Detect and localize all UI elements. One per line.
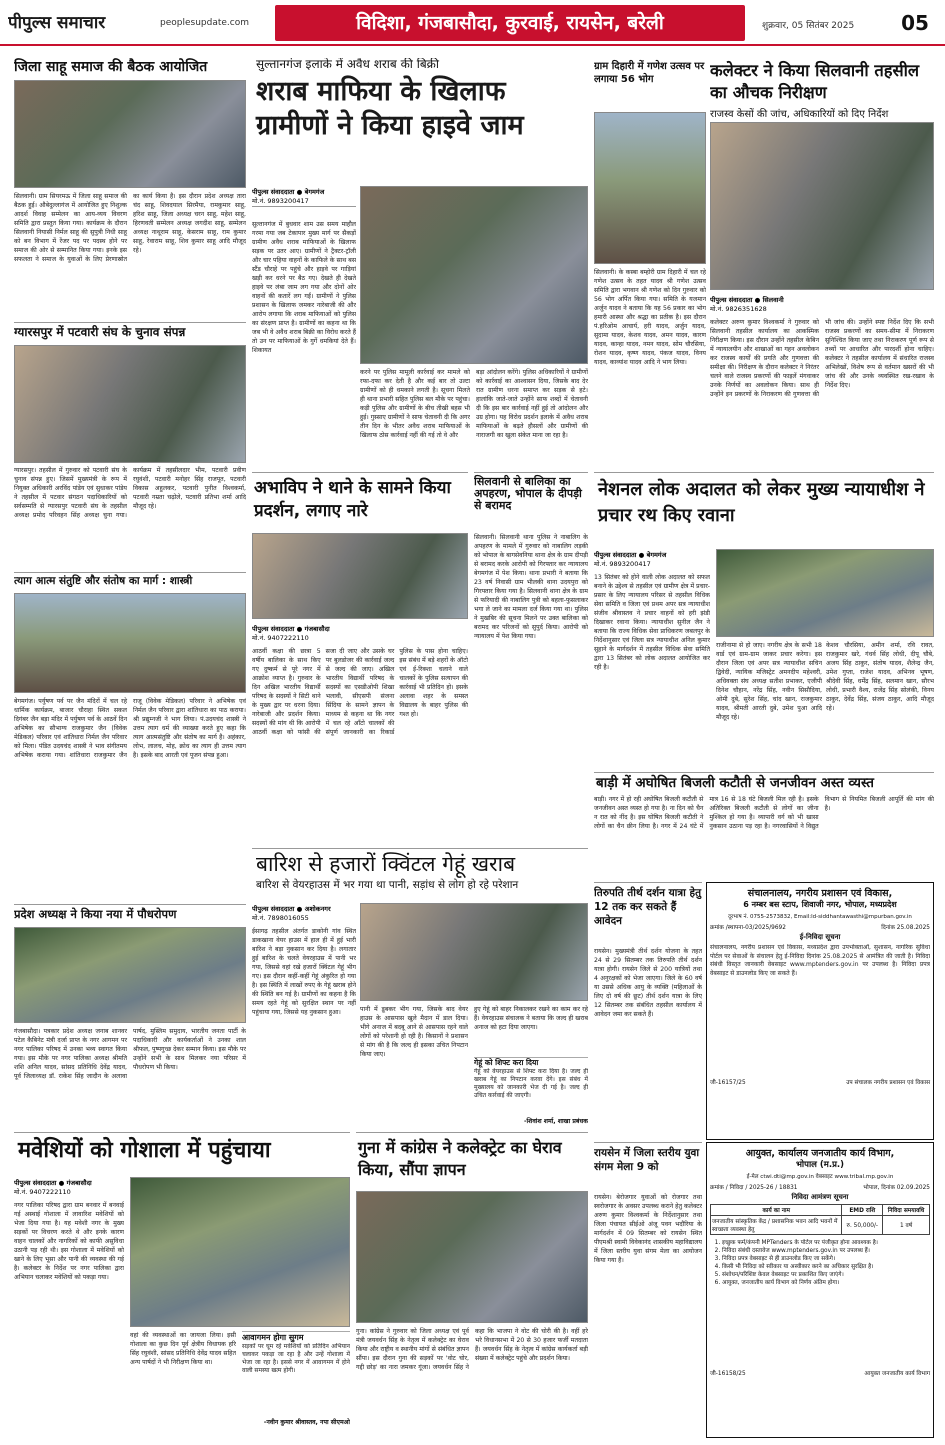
byline-baarish-mobile: मो.नं. 7898016055	[252, 914, 309, 922]
quote-box-mavesh	[242, 1331, 350, 1438]
byline-mavesh-name: पीपुल्स संवाददाता	[14, 1179, 57, 1187]
article-tirupati	[594, 882, 702, 1140]
byline-mavesh-mobile: मो.नं. 9407222110	[14, 1188, 71, 1196]
byline-mavesh: पीपुल्स संवाददाता ● गंजबासौदा मो.नं. 9407222110	[14, 1177, 124, 1197]
byline-lok-place: बेगमगंज	[646, 551, 667, 559]
notice2-heading: निविदा आमंत्रण सूचना	[791, 1193, 849, 1201]
notice2-term: 6. आयुक्त, जनजातीय कार्य विभाग को निर्णय अंतिम होगा।	[722, 1279, 930, 1287]
headline-collector: कलेक्टर ने किया सिलवानी तहसील का औचक निरीक्षण	[710, 61, 920, 103]
byline-abvp: पीपुल्स संवाददाता ● गंजबासौदा मो.नं. 9407222110	[252, 623, 362, 643]
headline-tirupati: तिरुपति तीर्थ दर्शन यात्रा हेतु 12 तक कर सकते हैं आवेदन	[594, 887, 702, 928]
notice1-heading: ई-निविदा सूचना	[799, 933, 841, 941]
notice2-ref: क्रमांक / निविदा / 2025-26 / 18831	[710, 1185, 798, 1191]
notice1-ref: क्रमांक /स्थापना-03/2025/9692	[710, 925, 786, 931]
section-banner: विदिशा, गंजबासौदा, कुरवाई, रायसेन, बरेली	[275, 5, 745, 41]
notice2-table	[710, 1204, 930, 1235]
headline-gyaraspur: ग्यारसपुर में पटवारी संघ के चुनाव संपन्न	[14, 325, 186, 339]
quote-mavesh-text: सड़कों पर घूम रहे मवेशियों को प्रतिदिन अभियान चलाकर पकड़ा जा रहा है और उन्हें गोशाला में भेजा जा रहा है। इससे नगर में आवागमन में होने वाली समस्या खत्म होगी।	[242, 1343, 350, 1374]
notice2-title: आयुक्त, कार्यालय जनजातीय कार्य विभाग,	[745, 1148, 895, 1159]
photo-wet-wheat	[360, 903, 588, 1001]
notice2-col-name: कार्य का नाम	[711, 1205, 842, 1216]
notice1-sign: उप संचालक नगरीय प्रशासन एवं विकास	[846, 1080, 930, 1086]
article-pradesh	[14, 904, 246, 1128]
page-number: 05	[901, 11, 929, 35]
byline-baarish-name: पीपुल्स संवाददाता	[252, 905, 295, 913]
byline-mavesh-place: गंजबासौदा	[66, 1179, 92, 1187]
notice2-addr: भोपाल (म.प्र.)	[795, 1160, 845, 1170]
notice2-term: 3. निविदा प्रपत्र वेबसाइट से ही डाउनलोड किए जा सकेंगे।	[722, 1255, 930, 1263]
headline-mavesh: मवेशियों को गोशाला में पहुंचाया	[18, 1138, 271, 1163]
notice1-phone: दूरभाष नं. 0755-2573832, Email:ld-siddhantawasthi@mpurban.gov.in	[728, 914, 912, 920]
article-bijli	[594, 772, 934, 880]
notice-janjatiya	[706, 1142, 934, 1438]
headline-baarish: बारिश से हजारों क्विंटल गेहूं खराब	[256, 852, 516, 876]
article-dihari	[594, 58, 706, 470]
body-guna: गुना। कांग्रेस ने गुरुवार को जिला अध्यक्ष एवं पूर्व मंत्री जयवर्धन सिंह के नेतृत्व में कलेक्ट्रेट का घेराव किया और राष्ट्रीय व स्थानीय मांगों से संबंधित ज्ञापन सौंपा। इस दौरान गुना की सड़कों पर 'वोट चोर, गद्दी छोड़' का नारा जमकर गूंजा। जयवर्धन सिंह ने कहा कि भाजपा ने वोट की चोरी की है। वहीं हरे भरे विधानसभा में 20 से 30 हजार फर्जी मतदाता हैं। जयवर्धन सिंह के नेतृत्व में कांग्रेस कार्यकर्ता बड़ी संख्या में कलेक्ट्रेट पहुंचे और प्रदर्शन किया।	[356, 1328, 588, 1371]
notice2-col-emd: EMD राशि	[842, 1205, 883, 1216]
notice2-date: भोपाल, दिनांक 02.09.2025	[863, 1185, 930, 1191]
photo-patwari-sangh	[14, 345, 246, 463]
headline-lok-adalat: नेशनल लोक अदालत को लेकर मुख्य न्यायाधीश ने प्रचार रथ किए रवाना	[598, 479, 925, 527]
byline-abvp-mobile: मो.नं. 9407222110	[252, 634, 309, 642]
byline-abvp-place: गंजबासौदा	[304, 625, 330, 633]
issue-date: शुक्रवार, 05 सितंबर 2025	[762, 21, 855, 31]
headline-pradesh: प्रदेश अध्यक्ष ने किया नया में पौधरोपण	[14, 907, 177, 921]
notice1-addr: 6 नम्बर बस स्टाप, शिवाजी नगर, भोपाल, मध्यप्रदेश	[743, 900, 897, 909]
subhead-collector: राजस्व केसों की जांच, अधिकारियों को दिए निर्देश	[710, 108, 889, 120]
byline-baarish: पीपुल्स संवाददाता ● अशोकनगर मो.नं. 7898016055	[252, 903, 356, 923]
body-pradesh: गंजबासौदा। पत्रकार प्रदेश अध्यक्ष जनाब शानवर पटेल कैबिनेट मंत्री दर्जा प्राप्त के नगर आगमन पर नगर पालिका परिषद में उनका भव्य स्वागत किया गया। इस मौके पर नगर पालिका अध्यक्ष श्रीमति शशि अनिल यादव, सांसद प्रतिनिधि देवेंद्र यादव, पूर्व जिलाध्यक्ष डॉ. राकेश सिंह जादौन के अलावा पार्षद, मुस्लिम समुदाय, भारतीय जनता पार्टी के पदाधिकारी और कार्यकर्ताओं ने उनका शाल श्रीफल, पुष्पगुच्छ देकर सम्मान किया। इस मौके पर उन्होंने सभी के साथ मिलकर नया परिसर में पौधरोपण भी किया।	[14, 1028, 246, 1080]
byline-collector-place: सिलवानी	[762, 296, 784, 304]
masthead-url[interactable]: peoplesupdate.com	[160, 18, 249, 28]
headline-bijli: बाड़ी में अघोषित बिजली कटौती से जनजीवन अस्त व्यस्त	[596, 775, 874, 791]
body-tirupati: रायसेन। मुख्यमंत्री तीर्थ दर्शन योजना के तहत 24 से 29 सितम्बर तक तिरुपति तीर्थ दर्शन यात्रा होगी। रायसेन जिले से 200 यात्रियों तथा 4 अनुरक्षकों को भेजा जाएगा। जिले के 60 वर्ष या उससे अधिक आयु के व्यक्ति (महिलाओं के लिए दो वर्ष की छूट) तीर्थ दर्शन यात्रा के लिए 12 सितम्बर तक संबंधित तहसील कार्यालय में आवेदन जमा कर सकते हैं।	[594, 948, 702, 1018]
photo-tehsil-inspection	[710, 122, 934, 290]
body-tyag: बेगमगंज। पर्युषण पर्व पर जैन मंदिरों में चल रहे धार्मिक कार्यक्रम, बाजार चौराहा स्थित सकल दिगंबर जैन बड़ा मंदिर में पर्युषण पर्व के आठवें दिन अभिषेक का सौभाग्य राजकुमार जैन (विवेक मेडिकल) परिवार एवं शांतिधारा निर्मल जैन परिवार को मिला। पंडित उदयचंद शास्त्री ने भाव संगीतमय अभिषेक कराया गया। शांतिधारा राजकुमार जैन राजू (विवेक मेडिकल) परिवार ने अभिषेक एवं निर्मल जैन परिवार द्वारा शांतिधारा का पाठ कराया। श्री प्रद्युम्नजी ने भाग लिया। पं.उदयचंद शास्त्री ने उत्तम त्याग धर्म की व्याख्या करते हुए कहा कि त्याग आत्मसंतुष्टि और संतोष का मार्ग है। अहंकार, लोभ, लालच, मोह, क्रोध का त्याग ही उत्तम त्याग है। इसके बाद आरती एवं पूजन संपन्न हुआ।	[14, 698, 246, 759]
photo-ganesh-bhog	[594, 112, 706, 264]
notice1-date: दिनांक 25.08.2025	[881, 925, 930, 931]
notice2-cell-emd: रु. 50,000/-	[842, 1216, 883, 1235]
masthead	[0, 0, 945, 46]
body-dihari: सिलवानी। के कस्बा बम्होरी ग्राम दिहारी में चल रहे गणेश उत्सव के तहत यादव श्री गणेश उत्सव समिति द्वारा भगवान श्री गणेश को दिन गुरुवार को 56 भोग अर्पित किया गया। समिति के यजमान अर्जुन यादव ने बताया कि यह 56 प्रकार का भोग हमारी आस्था और श्रद्धा का प्रतीक है। इस दौरान पं.हरिओम आचार्य, हरी यादव, अर्जुन यादव, सुदामा यादव, केशव यादव, अमन यादव, कारण यादव, कान्हा यादव, नमन यादव, सोम चौरसिया, रोशन यादव, कृष्ण यादव, पंकज यादव, विनय यादव, काव्यांश यादव आदि ने भाग लिया।	[594, 269, 706, 366]
byline-sharab-name: पीपुल्स संवाददाता	[252, 188, 295, 196]
headline-tyag: त्याग आत्म संतुष्टि और संतोष का मार्ग : शास्त्री	[14, 575, 193, 587]
photo-prachar-rath	[716, 549, 934, 637]
article-yuva	[594, 1142, 702, 1438]
quote-mavesh-sign: -नवीन कुमार श्रीवास्तव, नपा सीएमओ	[263, 1419, 350, 1426]
headline-sharab: शराब माफिया के खिलाफ ग्रामीणों ने किया हाइवे जाम	[256, 76, 524, 141]
quote-baarish-title: गेहूं को शिफ्ट करा दिया	[474, 1058, 539, 1067]
headline-guna: गुना में कांग्रेस ने कलेक्ट्रेट का घेराव किया, सौंपा ज्ञापन	[358, 1138, 562, 1179]
body-sharab-1: सुल्तानगंज में बुधवार शाम उस समय माहौल गरमा गया जब टेकापार मुख्य मार्ग पर सैकड़ों ग्रामीण अवैध शराब माफियाओं के खिलाफ सड़क पर उतर आए। ग्रामीणों ने ट्रैक्टर-ट्रॉली और चार पहिया वाहनों के काफिले के साथ बस स्टैंड चौराहे पर पहुंचे और हाइवे पर गाड़ियां खड़ी कर धरने पर बैठ गए। देखते ही देखते हाइवे पर लंबा जाम लग गया और दोनों ओर वाहनों की कतारें लग गईं। ग्रामीणों ने पुलिस प्रशासन के खिलाफ जमकर नारेबाजी की और आरोप लगाया कि शराब माफियाओं को पुलिस का संरक्षण प्राप्त है। ग्रामीणों का कहना था कि जब भी वे अवैध शराब बिक्री का विरोध करते हैं तो उन पर माफियाओं के गुर्गे धमकियां देते हैं। शिकायत	[252, 221, 356, 354]
kicker-sharab: सुल्तानगंज इलाके में अवैध शराब की बिक्री	[256, 58, 440, 71]
body-bijli: बाड़ी। नगर में हो रही अघोषित बिजली कटौती से जनजीवन अस्त व्यस्त हो गया है। ना दिन को चैन न रात को नींद है। इस घोषित बिजली कटौती ने लोगों का चैन छीन लिया है। नगर में 24 घंटे में मात्र 16 से 18 घंटे बिजली मिल रही है। इसके अतिरिक्त बिजली कटौती से लोगों का जीना मुश्किल हो गया है। व्यापारी वर्ग को भी खासा नुकसान उठाना पड़ रहा है। नगरवासियों ने विद्युत विभाग से नियमित बिजली आपूर्ति की मांग की है।	[594, 796, 934, 830]
notice2-term: 5. संशोधन/परिशिष्ट केवल वेबसाइट पर प्रकाशित किए जाएंगे।	[722, 1271, 930, 1279]
article-baarish	[252, 848, 588, 1130]
body-sahu: सिलवानी। ग्राम सियरमऊ में जिला साहू समाज की बैठक हुई। औबेदुल्लागंज में आयोजित हुए निशुल्क आदर्श विवाह सम्मेलन का आय-व्यय विवरण समिति द्वारा प्रस्तुत किया गया। कार्यक्रम के दौरान सिलवानी नियासी निर्मल साहू की सुपुत्री निधी साहू को बन विभाग में रेंजर पद पर पदस्थ होने पर समाज की ओर से सम्मानित किया गया। इनके इस सफलता ने समाज के युवाओं के लिए प्रेरणास्रोत का कार्य किया है। इस दौरान प्रदेश अध्यक्ष तारा चंद साहू, शिवदयाल सिरमैया, रामकुमार साहू, हरिश साहू, जिला अध्यक्ष चरन साहू, महेश साहू, हिरणवती सम्मेलन अध्यक्ष जगदीश साहू, सम्मेलन अध्यक्ष नाथूराम साहू, केसराम साहू, राम कुमार साहू, रेवाराम साहू, शिव कुमार साहू आदि मौजूद रहे।	[14, 193, 246, 263]
body-mavesh-2: वहां की व्यवस्थाओं का जायजा लिया। इसी गोशाला का कुछ दिन पूर्व क्षेत्रीय विधायक हरि सिंह रघुवंशी, सांसद प्रतिनिधि देवेंद्र यादव सहित अन्य पार्षदों ने भी निरीक्षण किया था।	[130, 1332, 236, 1366]
notice2-term: 2. निविदा संबंधी दस्तावेज www.mptenders.gov.in पर उपलब्ध हैं।	[722, 1247, 930, 1255]
article-collector	[710, 58, 934, 470]
byline-collector: पीपुल्स संवाददाता ● सिलवानी मो.नं. 9826351628	[710, 294, 818, 314]
article-abvp	[252, 472, 468, 844]
body-baarish-3: हुए गेहूं को बाहर निकालकर रखने का काम कर रहे हैं। वेयरहाउस संचालक ने बताया कि जल्द ही खराब अनाज को हटा दिया जाएगा।	[474, 1006, 588, 1031]
photo-plantation	[14, 927, 246, 1023]
byline-sharab-place: बेगमगंज	[304, 188, 325, 196]
body-mavesh: नगर पालिका परिषद द्वारा ग्राम बनवार में बनवाई गई अस्थाई गोशाला में लावारिश मवेशियों को भेजा दिया गया है। यह मवेशी नगर के मुख्य सड़कों पर विचरण करते थे और इनके कारण वाहन चालकों और नागरिकों को काफी असुविधा उठानी पड़ रही थी। इस गोशाला में मवेशियों को खाने के लिए भूसा और पानी की व्यवस्था की गई है। कलेक्टर के निर्देश पर नगर पालिका द्वारा अभियान चलाकर मवेशियों को पकड़ा गया।	[14, 1202, 124, 1281]
notice2-sign: आयुक्त जनजातीय कार्य विभाग	[864, 1371, 930, 1377]
byline-collector-name: पीपुल्स संवाददाता	[710, 296, 753, 304]
quote-mavesh-title: आवागमन होगा सुगम	[242, 1333, 304, 1342]
byline-collector-mobile: मो.नं. 9826351628	[710, 305, 767, 313]
headline-abvp: अभाविप ने थाने के सामने किया प्रदर्शन, लगाए नारे	[254, 478, 451, 521]
body-abvp: आठवीं कक्षा की छात्रा 5 वर्षीय बालिका के साथ किए गए दुष्कर्म से पूरे नगर में आक्रोश व्याप्त है। गुरुवार के दिन अखिल भारतीय विद्यार्थी परिषद के सदस्यों ने सिटी थाने के मुख्य द्वार पर धरना दिया। नारेबाजी और प्रदर्शन किया। सदस्यों की मांग थी कि आरोपी आठवीं कक्षा को फांसी की सजा दी जाए और उसके घर पर बुलडोजर की कार्रवाई जल्द से जल्द की जाए। अखिल भारतीय विद्यार्थी परिषद के सदस्यों का एसडीओपी शिखा भलावी, सीएसपी संजना सिंदिया के सामने ज्ञापन के माध्यम से कहना था कि नगर में चल रहे आँटो चालकों की संपूर्ण जानकारी का रिकार्ड पुलिस के पास होना चाहिए। इस संबंध में बड़े शहरों के ऑटो एवं ई-रिक्शा चलाने वाले चालकों के पुलिस सत्यापन की कार्रवाई भी प्रतिदिन हो। इसके अलावा शहर के समस्त विद्यालय के बाहर पुलिस की गश्त हो।	[252, 648, 468, 736]
body-baarish-1: ईसागढ़ तहसील अंतर्गत डाकोनी गांव स्थित डाकखाना वेयर हाउस में हाल ही में हुई भारी बारिश ने बड़ा नुकसान कर दिया है। लगातार हुई बारिश के चलते वेयरहाउस में पानी भर गया, जिससे वहां रखे हजारों क्विंटल गेहूं भीग गए। इस दौरान कहीं-कहीं गेहूं अंकुरित हो गया है। इस स्थिति में लाखों रुपए के गेहूं खराब होने की स्थिति बन गई है। ग्रामीणों का कहना है कि समय रहते गेहूं को सुरक्षित स्थान पर नहीं पहुंचाया गया, जिससे यह नुकसान हुआ।	[252, 928, 356, 1016]
body-baarish-2: पानी में डूबकर भीग गया, जिसके बाद वेयर हाउस के आसपास खुले मैदान में डाल दिया। भीगे अनाज में बदबू आने से आसपास रहने वाले लोगों को परेशानी हो रही है। किसानों ने प्रशासन से मांग की है कि जल्द ही इसका उचित निपटान किया जाए।	[360, 1006, 468, 1058]
notice2-terms	[710, 1239, 930, 1367]
byline-baarish-place: अशोकनगर	[304, 905, 331, 913]
byline-lok-name: पीपुल्स संवाददाता	[594, 551, 637, 559]
body-lok-1: 13 सितंबर को होने वाली लोक अदालत को सफल बनाने के उद्देश्य से तहसील एवं ग्रामीण क्षेत्र में प्रचार-प्रसार के लिए न्यायालय परिसर से तहसील विधिक सेवा समिति व जिला एवं प्रथम अपर सत्र न्यायाधीश संजीव श्रीवास्तव ने प्रचार वाहनों को हरी झंडी दिखाकर रवाना किया। न्यायाधीश सुनील जैन ने बताया कि राज्य विधिक सेवा प्राधिकरण जबलपुर के निर्देशानुसार एवं जिला सत्र न्यायाधीश अनिल कुमार सुहाने के मार्गदर्शन में तहसील विधिक सेवा समिति द्वारा 13 सितंबर को लोक अदालत आयोजित कर रही है।	[594, 574, 710, 671]
notice2-col-period: निविदा समयावधि	[883, 1205, 930, 1216]
byline-sharab-mobile: मो.नं. 9893200417	[252, 197, 309, 205]
quote-baarish-sign: -शिवांश शर्मा, शाखा प्रबंधक	[523, 1118, 588, 1125]
headline-sahu: जिला साहू समाज की बैठक आयोजित	[14, 59, 208, 75]
quote-box-baarish	[474, 1057, 588, 1130]
body-lok-2: राजीनामा से हो जाए। नगरीय क्षेत्र के सभी 18 वार्ड एवं ग्राम-ग्राम जाकर प्रचार करेगा। इस दौरान जिला एवं अपर सत्र न्यायाधीश सचिन द्विवेदी, न्यायिक मजिस्ट्रेट अमनदीप महेश्वरी, अधिवक्ता संघ अध्यक्ष सतीश प्रभाकर, एजीपी दिनेश चौहान, नरेंद्र सिंह, नवीन सिसौदिया, ओमी दुबे, सुरेश सिंह, चांद खान, राजकुमार यादव, श्रीमती आरती दुबे, उमेश पुआ आदि मौजूद रहे।	[716, 642, 822, 721]
byline-abvp-name: पीपुल्स संवाददाता	[252, 625, 295, 633]
article-girl	[474, 472, 588, 844]
notice2-term: 4. किसी भी निविदा को स्वीकार या अस्वीकार करने का अधिकार सुरक्षित है।	[722, 1263, 930, 1271]
notice1-body: संचालनालय, नगरीय प्रशासन एवं विकास, मध्यप्रदेश द्वारा उपभोक्ताओं, सुशासन, नागरिक सुविधा पोर्टल पर सेवाओं के संचालन हेतु ई-निविदा दिनांक 25.08.2025 से आमंत्रित की जाती है। निविदा संबंधी विस्तृत जानकारी वेबसाइट www.mptenders.gov.in पर उपलब्ध है। निविदा प्रपत्र वेबसाइट से डाउनलोड किए जा सकते हैं।	[710, 944, 930, 977]
notice1-footer: जी-16157/25	[710, 1080, 746, 1086]
photo-abvp-protest	[252, 533, 468, 619]
body-sharab-3: बड़ा आंदोलन करेंगे। पुलिस अधिकारियों ने ग्रामीणों को कार्रवाई का आश्वासन दिया, जिसके बाद देर रात ग्रामीण धरना समाप्त कर सड़क से हटे। हालांकि जाते-जाते उन्होंने साफ शब्दों में चेतावनी दी कि इस बार कार्रवाई नहीं हुई तो आंदोलन और उग्र होगा। यह विरोध प्रदर्शन इलाके में अवैध शराब माफियाओं के बढ़ते हौसलों और ग्रामीणों की नाराजगी का खुला संकेत माना जा रहा है।	[476, 369, 588, 439]
subhead-baarish: बारिश से वेयरहाउस में भर गया था पानी, सड़ांध से लोग हो रहे परेशान	[256, 879, 519, 892]
article-sahu	[14, 58, 246, 320]
masthead-logo: पीपुल्स समाचार	[8, 13, 106, 33]
notice1-title: संचालनालय, नगरीय प्रशासन एवं विकास,	[747, 888, 893, 899]
notice2-email: ई-मेल ctwi.dti@mp.gov.in वेबसाइट www.tribal.mp.gov.in	[746, 1174, 894, 1180]
body-lok-3: केशव चौरसिया, अमीन शर्मा, रवि रावत, राजकुमार खरे, गंधर्व सिंह लोधी, दीपू चौबे, अजय सिंह ठाकुर, संतोष यादव, शैलेन्द्र जैन, उमेश गुप्ता, राजेश यादव, अभिनव भूषण, श्रीदेवी सिंह, धर्मेंद्र सिंह, सलमान खान, सौरभ लोधी, प्रभारी वैश्य, राजेंद्र सिंह सोलंकी, विनय ठाकुर, देवेंद्र सिंह, संजय ठाकुर, आदि मौजूद रहे।	[826, 642, 934, 712]
notice2-cell-period: 1 वर्ष	[883, 1216, 930, 1235]
photo-cattle-gaushala	[130, 1177, 350, 1327]
body-collector: कलेक्टर अरुण कुमार विश्वकर्मा ने गुरुवार को सिलवानी तहसील कार्यालय का आकस्मिक निरीक्षण किया। इस दौरान उन्होंने तहसील केबिन में न्यायालयीन और शाखाओं का गहन अवलोकन कर राजस्व कार्यों की प्रगति और गुणवत्ता की समीक्षा की। निरीक्षण के दौरान कलेक्टर ने निरंतर चलने वाले राजस्व प्रकरणों की फाइलें मंगवाकर उनके निर्णयों का अवलोकन किया। साथ ही उन्होंने इन प्रकरणों के निराकरण की गुणवत्ता की भी जांच की। उन्होंने स्पष्ट निर्देश दिए कि सभी राजस्व प्रकरणों का समय-सीमा में निराकरण सुनिश्चित किया जाए तथा निराकरण पूर्ण रूप से तथ्यों पर आधारित और पारदर्शी होना चाहिए। कलेक्टर ने तहसील कार्यालय में संधारित राजस्व अभिलेखों, विशेष रूप से वर्तमान खसरों की भी जांच की और उनके व्यवस्थित रख-रखाव के निर्देश दिए।	[710, 319, 934, 398]
notice2-cell-name: जनजातीय सांस्कृतिक केंद्र / प्रशासनिक भवन आदि भवनों में स्वच्छता व्यवस्था हेतु	[711, 1216, 842, 1235]
byline-lok-mobile: मो.नं. 9893200417	[594, 560, 651, 568]
article-gyaraspur	[14, 322, 246, 570]
photo-jain-temple	[14, 593, 246, 693]
photo-sahu-meeting	[14, 80, 246, 188]
notice2-footer: जी-16158/25	[710, 1371, 746, 1377]
article-lok-adalat	[594, 472, 934, 770]
quote-baarish-text: गेहूं को वेयरहाउस से शिफ्ट करा दिया है। जल्द ही खराब गेहूं का निपटान करवा देंगे। इस संबंध में मुख्यालय को जानकारी भेज दी गई है। जल्द ही उचित कार्रवाई की जाएगी।	[474, 1068, 588, 1099]
headline-girl: सिलवानी से बालिका का अपहरण, भोपाल के दीपड़ी से बरामद	[474, 475, 582, 513]
photo-highway-jam	[360, 186, 588, 364]
notice2-term: 1. इच्छुक फर्म/कंपनी MPTenders के पोर्टल पर पंजीकृत होना आवश्यक है।	[722, 1239, 930, 1247]
notice-nagariya	[706, 882, 934, 1140]
body-sharab-2: करने पर पुलिस मामूली कार्रवाई कर मामले को रफा-दफा कर देती है और कई बार तो उल्टा ग्रामीणों को ही धमकाने लगती है। सूचना मिलते ही थाना प्रभारी सहित पुलिस बल मौके पर पहुंचा। कड़ी पुलिस और ग्रामीणों के बीच तीखी बहस भी हुई। गुस्साए ग्रामीणों ने साफ चेतावनी दी कि अगर तीन दिन के भीतर अवैध शराब माफियाओं के खिलाफ ठोस कार्रवाई नहीं की गई तो वे और	[360, 369, 470, 439]
byline-sharab: पीपुल्स संवाददाता ● बेगमगंज मो.नं. 9893200417	[252, 186, 356, 216]
body-yuva: रायसेन। बेरोजगार युवाओं को रोजगार तथा स्वरोजगार के अवसर उपलब्ध कराने हेतु कलेक्टर अरुण कुमार विश्वकर्मा के निर्देशानुसार तथा जिला पंचायत सीईओ अंजू पवन भदौरिया के मार्गदर्शन में 09 सितम्बर को रायसेन स्थित पीएमश्री स्वामी विवेकानंद शासकीय महाविद्यालय में जिला स्तरीय युवा संगम मेला का आयोजन किया गया है।	[594, 1194, 702, 1264]
article-mavesh	[14, 1132, 350, 1438]
article-guna	[356, 1132, 588, 1438]
headline-yuva: रायसेन में जिला स्तरीय युवा संगम मेला 9 को	[594, 1147, 700, 1174]
body-girl: सिलवानी। सिलवानी थाना पुलिस ने नाबालिग के अपहरण के मामले में गुरुवार को नाबालिग लड़की को भोपाल के बागसेवनिया थाना क्षेत्र के ग्राम दीपड़ी से बरामद करके आरोपी को गिरफ्तार कर न्यायालय बेगमगंज में पेश किया। थाना प्रभारी ने बताया कि 23 वर्ष निवासी ग्राम भीलकी थाना उदयपुरा को गिरफ्तार किया गया है। सिलवानी थाना क्षेत्र के ग्राम से फरियादी की नाबालिग पुत्री को बहला-फुसलाकर भगा ले जाने का मामला दर्ज किया गया था। पुलिस ने मुखबिर की सूचना मिलने पर उक्त बालिका को बरामद कर परिजनों को सुपुर्द किया। आरोपी को न्यायालय में पेश किया गया।	[474, 534, 588, 640]
body-gyaraspur: ग्यारसपुर। तहसील में गुरुवार को पटवारी संघ के चुनाव संपन्न हुए। जिसमें मुख्यमंत्री के रूप में नियुक्त अधिकारी अरविंद पांडेय एवं सुधाकर पांडेय ने तहसील में पटवार संगठन पदाधिकारियों को सर्वसम्मति से ग्यारसपुर पटवारी संघ के तहसील अध्यक्ष प्रमोद परिवहन सिंह अध्यक्ष चुना गया। कार्यक्रम में तहसीलदार भीम, पटवारी प्रवीण रघुवंशी, पटवारी मनोहर सिंह राजपूत, पटवारी विकास अहुलकर, पटवारी पुनीत विश्वकर्मा, पटवारी नम्रता चढ़ोले, पटवारी प्रतिभा शर्मा आदि मौजूद रहे।	[14, 467, 246, 519]
article-tyag	[14, 572, 246, 902]
article-sharab	[252, 58, 588, 470]
headline-dihari: ग्राम दिहारी में गणेश उत्सव पर लगाया 56 भोग	[594, 61, 705, 85]
byline-lok: पीपुल्स संवाददाता ● बेगमगंज मो.नं. 9893200417	[594, 549, 710, 569]
photo-congress-gherao	[356, 1191, 588, 1323]
